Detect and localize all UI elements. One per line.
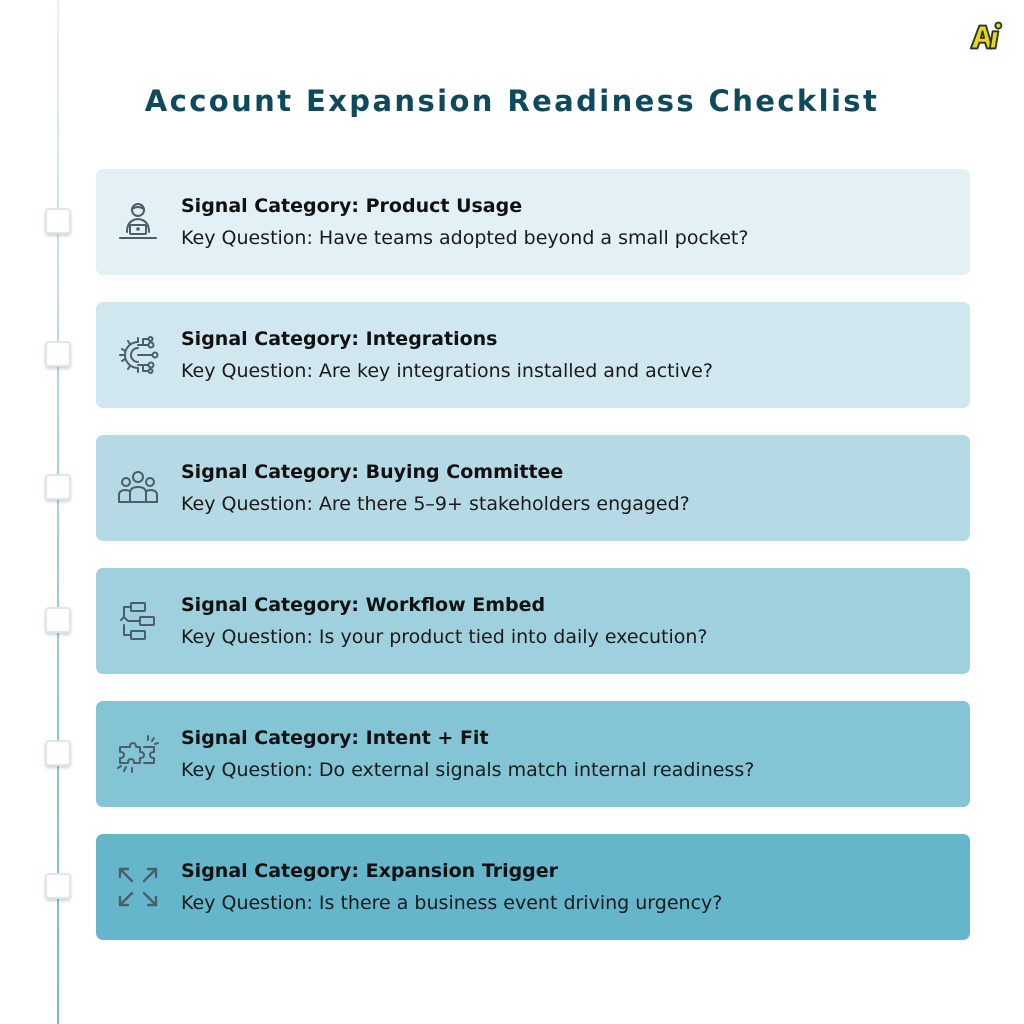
card-product-usage	[96, 169, 970, 275]
expand-arrows-icon	[114, 863, 162, 911]
signal-category-label: Signal Category: Integrations	[181, 328, 498, 350]
checkbox-buying-committee[interactable]	[45, 474, 71, 500]
checkbox-expansion-trigger[interactable]	[45, 873, 71, 899]
gear-circuit-icon	[114, 331, 162, 379]
key-question-text: Key Question: Have teams adopted beyond a small pocket?	[181, 227, 749, 249]
page-title: Account Expansion Readiness Checklist	[144, 84, 880, 118]
checkbox-intent-fit[interactable]	[45, 740, 71, 766]
ai-logo-icon	[967, 18, 1005, 56]
key-question-text: Key Question: Is there a business event driving urgency?	[181, 892, 723, 914]
group-icon	[114, 464, 162, 512]
workflow-icon	[114, 597, 162, 645]
key-question-text: Key Question: Do external signals match internal readiness?	[181, 759, 755, 781]
card-expansion-trigger	[96, 834, 970, 940]
timeline-line	[57, 0, 59, 1024]
user-laptop-icon	[114, 198, 162, 246]
signal-category-label: Signal Category: Workflow Embed	[181, 594, 546, 616]
puzzle-icon	[114, 730, 162, 778]
key-question-text: Key Question: Are key integrations installed and active?	[181, 360, 713, 382]
card-workflow-embed	[96, 568, 970, 674]
signal-category-label: Signal Category: Buying Committee	[181, 461, 564, 483]
signal-category-label: Signal Category: Expansion Trigger	[181, 860, 559, 882]
checkbox-integrations[interactable]	[45, 341, 71, 367]
checkbox-workflow-embed[interactable]	[45, 607, 71, 633]
checkbox-product-usage[interactable]	[45, 208, 71, 234]
key-question-text: Key Question: Are there 5–9+ stakeholders engaged?	[181, 493, 690, 515]
card-buying-committee	[96, 435, 970, 541]
card-integrations	[96, 302, 970, 408]
signal-category-label: Signal Category: Intent + Fit	[181, 727, 489, 749]
signal-category-label: Signal Category: Product Usage	[181, 195, 523, 217]
key-question-text: Key Question: Is your product tied into daily execution?	[181, 626, 708, 648]
card-intent-fit	[96, 701, 970, 807]
